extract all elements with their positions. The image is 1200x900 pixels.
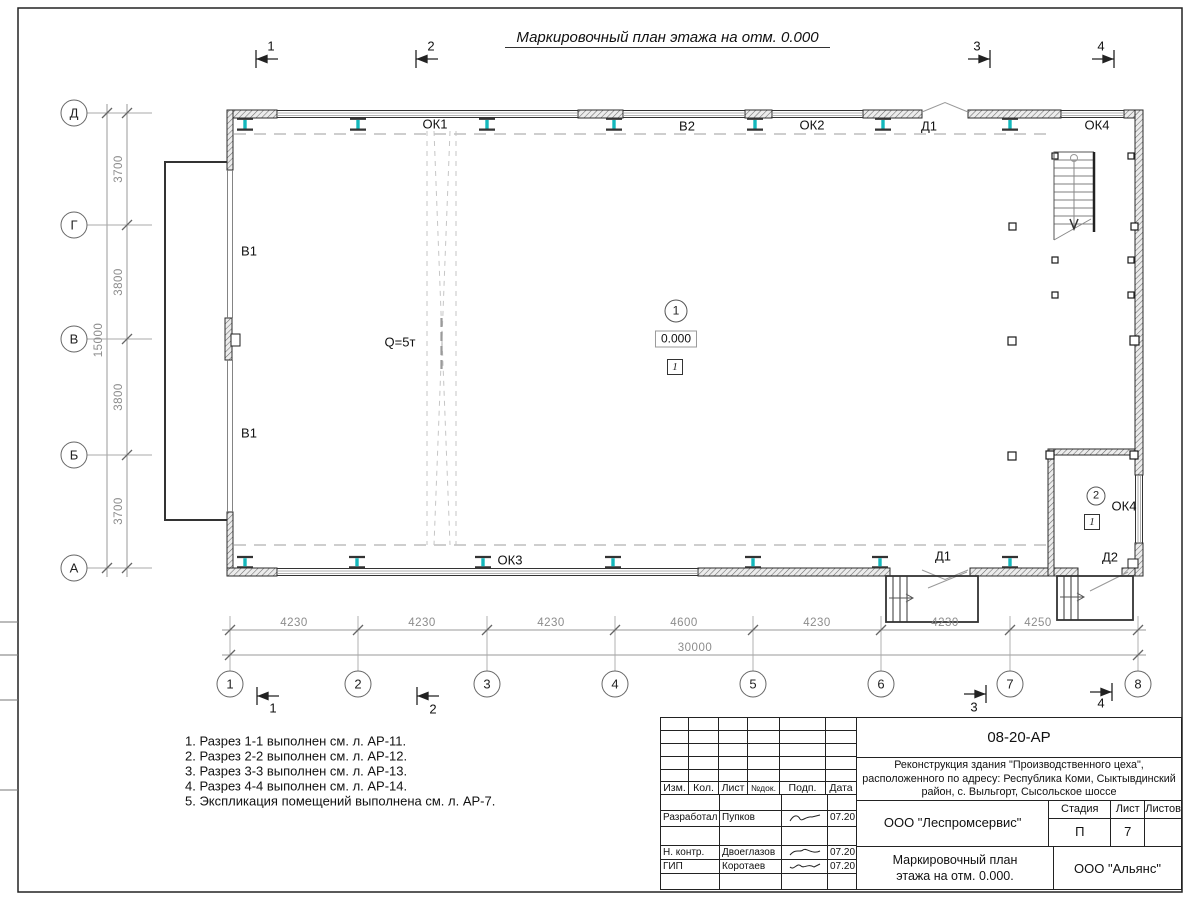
- tb-role-gip: ГИП: [661, 860, 720, 873]
- plan-label: ОК1: [422, 116, 448, 132]
- section-marks: [256, 50, 1114, 705]
- dimension-value: 4250: [1024, 617, 1052, 629]
- plan-label: ОК3: [497, 552, 523, 568]
- elevation-mark: 0.000: [655, 331, 697, 348]
- tb-header-kol: Кол.: [689, 782, 719, 794]
- dimension-value: 3800: [113, 383, 125, 411]
- sheet-label: Лист: [1111, 801, 1145, 818]
- section-number: 3: [973, 38, 981, 54]
- west-ramp-outline: [165, 162, 227, 520]
- section-number: 4: [1097, 695, 1105, 711]
- sheet-value: 7: [1111, 819, 1145, 846]
- note-line: 5. Экспликация помещений выполнена см. л. АР-7.: [185, 793, 496, 809]
- tb-signature-ncontrol: [782, 846, 828, 859]
- note-line: 1. Разрез 1-1 выполнен см. л. АР-11.: [185, 733, 407, 749]
- dimension-value: 4230: [537, 617, 565, 629]
- axis-bubble-letter: Д: [61, 100, 88, 127]
- project-description: Реконструкция здания "Производственного цеха", расположенного по адресу: Республика Коми, Сыктывдинский район, с. Выльгорт, Сысольское шоссе: [857, 758, 1181, 801]
- axis-bubble-number: 5: [740, 671, 767, 698]
- tb-name-developer: Пупков: [720, 811, 782, 826]
- staircase: [1054, 152, 1094, 240]
- axis-bubble-letter: А: [61, 555, 88, 582]
- tb-header-podp: Подп.: [780, 782, 826, 794]
- section-number: 3: [970, 699, 978, 715]
- room-marker: 1: [665, 300, 688, 323]
- axis-bubble-number: 3: [474, 671, 501, 698]
- stage-label: Стадия: [1049, 801, 1111, 818]
- section-number: 1: [269, 700, 277, 716]
- plan-label: ОК2: [799, 117, 825, 133]
- tb-role-ncontrol: Н. контр.: [661, 846, 720, 859]
- margin-stamp-lines: [0, 622, 18, 790]
- sheet-title: Маркировочный план этажа на отм. 0.000: [505, 29, 830, 48]
- title-block: [660, 717, 1182, 890]
- section-number: 2: [429, 701, 437, 717]
- plan-label: ОК4: [1111, 498, 1137, 514]
- floor-type-marker: 1: [1084, 514, 1100, 530]
- plan-label: В2: [679, 118, 695, 134]
- tb-date-gip: 07.20: [830, 861, 856, 872]
- tb-header-data: Дата: [829, 782, 853, 794]
- axis-bubble-number: 2: [345, 671, 372, 698]
- ibeam-columns-bottom: [237, 557, 1018, 567]
- wall-pier: [231, 334, 240, 346]
- tb-name-ncontrol: Двоеглазов: [720, 846, 782, 859]
- note-line: 2. Разрез 2-2 выполнен см. л. АР-12.: [185, 748, 408, 764]
- tb-signature-developer: [782, 811, 828, 826]
- axis-bubble-number: 4: [602, 671, 629, 698]
- axis-bubble-letter: В: [61, 326, 88, 353]
- title-block-main: [857, 718, 1181, 889]
- section-number: 2: [427, 38, 435, 54]
- tb-name-gip: Коротаев: [720, 860, 782, 873]
- dimension-lines-left: [87, 104, 152, 577]
- axis-bubble-letter: Г: [61, 212, 88, 239]
- axis-bubble-number: 1: [217, 671, 244, 698]
- dimension-value: 4230: [803, 617, 831, 629]
- note-line: 3. Разрез 3-3 выполнен см. л. АР-13.: [185, 763, 408, 779]
- stage-value: П: [1049, 819, 1111, 846]
- tb-header-ndok: №док.: [748, 782, 780, 794]
- dimension-value: 15000: [93, 322, 105, 358]
- sheets-value: [1145, 819, 1181, 846]
- title-block-revision-table: [661, 718, 857, 889]
- floor-type-marker: 1: [667, 359, 683, 375]
- plan-label: Д1: [934, 548, 952, 564]
- document-number: 08-20-АР: [857, 718, 1181, 758]
- dimension-value: 3800: [113, 268, 125, 296]
- sheets-label: Листов: [1145, 803, 1181, 815]
- door-openings: [922, 103, 1128, 592]
- walls-hatched: [225, 110, 1143, 576]
- dimension-value: 3700: [113, 155, 125, 183]
- corner-pilaster: [1128, 559, 1138, 568]
- tb-signature-gip: [782, 860, 828, 873]
- dimension-value: 3700: [113, 497, 125, 525]
- axis-bubble-number: 7: [997, 671, 1024, 698]
- plan-label: Q=5т: [384, 334, 416, 350]
- note-line: 4. Разрез 4-4 выполнен см. л. АР-14.: [185, 778, 408, 794]
- design-organization: ООО "Леспромсервис": [857, 801, 1049, 846]
- tb-header-izm: Изм.: [661, 782, 689, 794]
- crane-runway-lines: [234, 134, 1046, 545]
- tb-date-ncontrol: 07.20: [830, 847, 856, 858]
- tb-date-developer: 07.20: [830, 812, 856, 823]
- porches: [886, 576, 1133, 622]
- room-marker: 2: [1087, 487, 1106, 506]
- contractor-organization: ООО "Альянс": [1074, 860, 1161, 876]
- plan-label: В1: [241, 425, 257, 441]
- dimension-value: 4230: [931, 617, 959, 629]
- plan-label: Д1: [920, 118, 938, 134]
- window-bands: [228, 111, 1143, 576]
- tb-role-developer: Разработал: [661, 811, 720, 826]
- dimension-value: 4600: [670, 617, 698, 629]
- drawing-title: Маркировочный план этажа на отм. 0.000.: [857, 847, 1054, 889]
- axis-bubble-number: 6: [868, 671, 895, 698]
- dimension-value: 4230: [280, 617, 308, 629]
- plan-label: Д2: [1101, 549, 1119, 565]
- plan-label: В1: [241, 243, 257, 259]
- section-number: 4: [1097, 38, 1105, 54]
- ibeam-columns-top: [237, 116, 1018, 132]
- dimension-lines-bottom: [222, 616, 1146, 671]
- dimension-value: 4230: [408, 617, 436, 629]
- plan-label: ОК4: [1084, 117, 1110, 133]
- section-number: 1: [267, 38, 275, 54]
- axis-bubble-letter: Б: [61, 442, 88, 469]
- axis-bubble-number: 8: [1125, 671, 1152, 698]
- dimension-value: 30000: [677, 642, 713, 654]
- tb-header-list: Лист: [719, 782, 748, 794]
